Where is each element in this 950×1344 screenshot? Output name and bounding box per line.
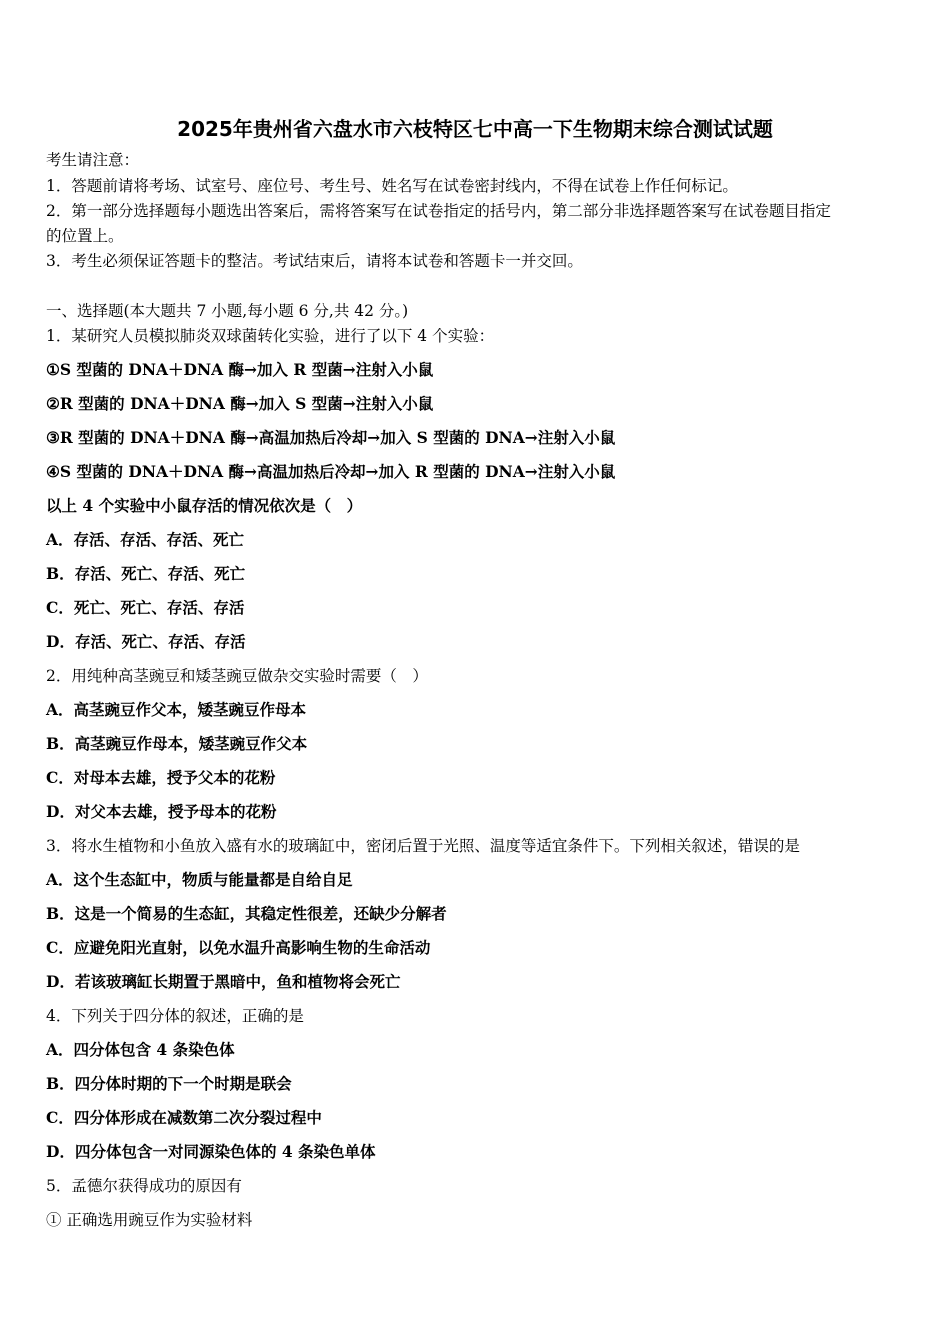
answer-option: A．存活、存活、存活、死亡 (46, 530, 245, 549)
question-line: ① 正确选用豌豆作为实验材料 (46, 1211, 253, 1229)
answer-option: B．这是一个简易的生态缸，其稳定性很差，还缺少分解者 (46, 904, 447, 923)
answer-option: C．四分体形成在减数第二次分裂过程中 (46, 1108, 322, 1127)
answer-option: A．这个生态缸中，物质与能量都是自给自足 (46, 870, 353, 889)
notice-item: 3．考生必须保证答题卡的整洁。考试结束后，请将本试卷和答题卡一并交回。 (46, 252, 583, 270)
section-heading: 一、选择题(本大题共 7 小题,每小题 6 分,共 42 分。) (46, 302, 409, 320)
question-line: 以上 4 个实验中小鼠存活的情况依次是（ ） (46, 496, 363, 515)
notice-item: 的位置上。 (46, 227, 124, 245)
question-line: ③R 型菌的 DNA＋DNA 酶→高温加热后冷却→加入 S 型菌的 DNA→注射入小鼠 (46, 428, 616, 447)
answer-option: D．对父本去雄，授予母本的花粉 (46, 802, 277, 821)
question-stem: 1．某研究人员模拟肺炎双球菌转化实验，进行了以下 4 个实验： (46, 327, 495, 345)
question-stem: 2．用纯种高茎豌豆和矮茎豌豆做杂交实验时需要（ ） (46, 667, 428, 685)
answer-option: C．应避免阳光直射，以免水温升高影响生物的生命活动 (46, 938, 431, 957)
question-stem: 5．孟德尔获得成功的原因有 (46, 1177, 242, 1195)
answer-option: C．死亡、死亡、存活、存活 (46, 598, 245, 617)
question-line: ④S 型菌的 DNA＋DNA 酶→高温加热后冷却→加入 R 型菌的 DNA→注射入小鼠 (46, 462, 616, 481)
answer-option: A．高茎豌豆作父本，矮茎豌豆作母本 (46, 700, 307, 719)
answer-option: B．存活、死亡、存活、死亡 (46, 564, 246, 583)
question-stem: 3．将水生植物和小鱼放入盛有水的玻璃缸中，密闭后置于光照、温度等适宜条件下。下列相关叙述，错误的是 (46, 837, 800, 855)
answer-option: D．存活、死亡、存活、存活 (46, 632, 246, 651)
question-line: ②R 型菌的 DNA＋DNA 酶→加入 S 型菌→注射入小鼠 (46, 394, 434, 413)
question-stem: 4．下列关于四分体的叙述，正确的是 (46, 1007, 304, 1025)
notice-item: 2．第一部分选择题每小题选出答案后，需将答案写在试卷指定的括号内，第二部分非选择题答案写在试卷题目指定 (46, 202, 831, 220)
notice-heading: 考生请注意： (46, 151, 140, 169)
answer-option: D．若该玻璃缸长期置于黑暗中，鱼和植物将会死亡 (46, 972, 401, 991)
question-line: ①S 型菌的 DNA＋DNA 酶→加入 R 型菌→注射入小鼠 (46, 360, 434, 379)
answer-option: D．四分体包含一对同源染色体的 4 条染色单体 (46, 1142, 376, 1161)
notice-item: 1．答题前请将考场、试室号、座位号、考生号、姓名写在试卷密封线内，不得在试卷上作任何标记。 (46, 177, 738, 195)
answer-option: B．高茎豌豆作母本，矮茎豌豆作父本 (46, 734, 308, 753)
answer-option: C．对母本去雄，授予父本的花粉 (46, 768, 276, 787)
document-title: 2025年贵州省六盘水市六枝特区七中高一下生物期末综合测试试题 (177, 117, 773, 141)
answer-option: A．四分体包含 4 条染色体 (46, 1040, 235, 1059)
answer-option: B．四分体时期的下一个时期是联会 (46, 1074, 292, 1093)
